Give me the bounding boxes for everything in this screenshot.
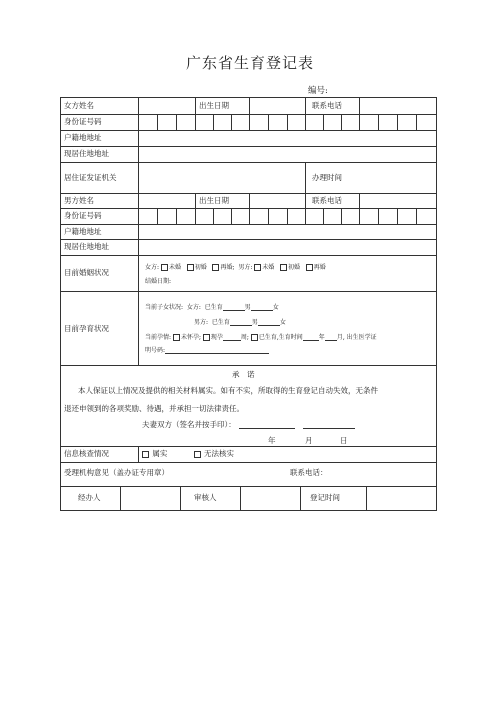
hline — [60, 365, 437, 366]
girl-label: 女 — [279, 319, 286, 326]
vline — [195, 193, 196, 208]
weeks-label: 周; — [240, 334, 249, 341]
vline — [213, 208, 214, 224]
male-residence-label: 现居住地地址 — [64, 242, 109, 251]
marital-female-label: 女方: — [145, 264, 160, 271]
birth-month-field[interactable] — [325, 340, 337, 341]
marriage-date-label: 结婚日期: — [145, 278, 172, 285]
date-year-label: 年 — [268, 436, 276, 445]
registration-time-label: 登记时间 — [310, 493, 340, 502]
office-opinion-label: 受理机构意见（盖办证专用章） — [64, 468, 169, 477]
vline — [176, 114, 177, 130]
vline — [305, 208, 306, 224]
office-phone-label: 联系电话： — [290, 468, 328, 477]
vline — [323, 208, 324, 224]
female-label: 女方: — [186, 304, 201, 311]
vline — [378, 114, 379, 130]
had-children-label: 已生育 — [204, 304, 223, 311]
children-status-label: 当前子女状况: — [145, 304, 184, 311]
vline — [249, 114, 250, 130]
vline — [195, 97, 196, 114]
not-pregnant-label: 未怀孕 — [180, 334, 199, 341]
had-children-label: 已生育 — [211, 319, 230, 326]
hline — [60, 510, 437, 511]
serial-number-label: 编号: — [308, 86, 328, 96]
verify-label: 信息核查情况 — [64, 449, 109, 458]
verified-false-label: 无法核实 — [204, 449, 235, 458]
option-label: 再婚 — [220, 264, 233, 271]
table-border-left — [60, 97, 61, 511]
reviewer-label: 审核人 — [194, 493, 217, 502]
checkbox-not-pregnant[interactable] — [173, 334, 180, 341]
female-phone-label: 联系电话 — [312, 101, 342, 110]
girl-label: 女 — [272, 304, 279, 311]
vline — [268, 208, 269, 224]
date-day-label: 日 — [340, 436, 348, 445]
page-title: 广东省生育登记表 — [185, 54, 314, 72]
vline — [397, 208, 398, 224]
pledge-text-line1: 本人保证以上情况及提供的相关材料属实。如有不实，所取得的生育登记自动失效，无条件 — [78, 386, 378, 395]
vline — [341, 114, 342, 130]
vline — [359, 114, 360, 130]
weeks-field[interactable] — [223, 340, 241, 341]
cert-number-label: 明号码: — [145, 347, 166, 354]
checkbox-pregnant[interactable] — [203, 334, 210, 341]
vline — [213, 114, 214, 130]
birth-cert-label: 出生医学证 — [346, 334, 377, 341]
children-status-row-female — [145, 305, 279, 311]
cert-number-row — [145, 348, 269, 354]
birth-year-field[interactable] — [303, 340, 319, 341]
pregnant-label: 现孕 — [210, 334, 223, 341]
vline — [378, 208, 379, 224]
boy-count-field[interactable] — [230, 325, 252, 326]
vline — [157, 208, 158, 224]
date-month-label: 月 — [305, 436, 313, 445]
vline — [138, 446, 139, 462]
signature-line-2[interactable] — [303, 428, 355, 429]
vline — [249, 193, 250, 208]
female-id-label: 身份证号码 — [64, 117, 102, 126]
hline — [60, 486, 437, 487]
checkbox-unmarried-female[interactable] — [161, 264, 168, 271]
vline — [359, 208, 360, 224]
option-label: 未婚 — [262, 264, 275, 271]
vline — [249, 208, 250, 224]
vline — [157, 114, 158, 130]
vline — [138, 97, 139, 365]
children-status-row-male — [194, 320, 286, 326]
process-time-label: 办理时间 — [312, 173, 342, 182]
vline — [305, 114, 306, 130]
male-label: 男方: — [194, 319, 209, 326]
pledge-heading: 承 诺 — [232, 370, 255, 379]
marital-options-row: 女方: 未婚 初婚 再婚; 男方: 未婚 初婚 再婚 — [145, 264, 326, 271]
checkbox-remarried-male[interactable] — [306, 264, 313, 271]
vline — [305, 193, 306, 208]
vline — [359, 193, 360, 208]
vline — [305, 97, 306, 114]
vline — [268, 114, 269, 130]
vline — [341, 208, 342, 224]
hline — [60, 462, 437, 463]
checkbox-first-marriage-female[interactable] — [187, 264, 194, 271]
boy-label: 男 — [251, 319, 258, 326]
male-phone-label: 联系电话 — [312, 196, 342, 205]
hline — [60, 130, 437, 131]
vline — [359, 97, 360, 114]
vline — [416, 114, 417, 130]
hline — [60, 291, 437, 292]
pregnancy-row: 当前孕情: 未怀孕; 现孕 周; 已生育,生育时间 年 月, 出生医学证 — [145, 334, 377, 341]
female-dob-label: 出生日期 — [199, 101, 229, 110]
verified-true-label: 属实 — [152, 449, 168, 458]
hline — [60, 255, 437, 256]
hline — [60, 162, 437, 163]
vline — [120, 486, 121, 510]
option-label: 再婚 — [313, 264, 326, 271]
option-label: 初婚 — [288, 264, 301, 271]
vline — [231, 114, 232, 130]
female-name-label: 女方姓名 — [64, 101, 94, 110]
vline — [305, 162, 306, 193]
vline — [300, 486, 301, 510]
male-name-label: 男方姓名 — [64, 196, 94, 205]
vline — [180, 486, 181, 510]
vline — [176, 208, 177, 224]
marital-male-label: 男方: — [238, 264, 253, 271]
vline — [416, 208, 417, 224]
vline — [323, 114, 324, 130]
marital-label: 目前婚姻状况 — [64, 268, 109, 277]
vline — [287, 208, 288, 224]
handler-label: 经办人 — [78, 493, 101, 502]
checkbox-remarried-female[interactable] — [212, 264, 219, 271]
male-hukou-label: 户籍地地址 — [64, 227, 102, 236]
month-label: 月, — [336, 334, 345, 341]
female-residence-label: 现居住地地址 — [64, 149, 109, 158]
pregnancy-label: 当前孕情: — [145, 334, 172, 341]
table-border-right — [436, 97, 437, 511]
vline — [287, 114, 288, 130]
boy-label: 男 — [244, 304, 251, 311]
hline — [60, 146, 437, 147]
female-hukou-label: 户籍地地址 — [64, 133, 102, 142]
girl-count-field[interactable] — [251, 310, 273, 311]
checkbox-verified-false[interactable] — [194, 451, 201, 458]
girl-count-field[interactable] — [258, 325, 280, 326]
checkbox-unmarried-male[interactable] — [254, 264, 261, 271]
vline — [231, 208, 232, 224]
hline — [60, 239, 437, 240]
option-label: 未婚 — [168, 264, 181, 271]
hline — [60, 446, 437, 447]
vline — [397, 114, 398, 130]
checkbox-first-marriage-male[interactable] — [280, 264, 287, 271]
vline — [195, 114, 196, 130]
boy-count-field[interactable] — [223, 310, 245, 311]
hline — [60, 224, 437, 225]
signature-line-1[interactable] — [239, 428, 295, 429]
fertility-label: 目前孕育状况 — [64, 324, 109, 333]
vline — [366, 486, 367, 510]
vline — [249, 97, 250, 114]
checkbox-verified-true[interactable] — [142, 451, 149, 458]
checkbox-gave-birth[interactable] — [251, 334, 258, 341]
vline — [195, 208, 196, 224]
male-id-label: 身份证号码 — [64, 211, 102, 220]
vline — [240, 486, 241, 510]
option-label: 初婚 — [194, 264, 207, 271]
cert-number-field[interactable] — [165, 353, 269, 354]
permit-org-label: 居住证发证机关 — [64, 173, 117, 182]
year-label: 年 — [318, 334, 325, 341]
male-dob-label: 出生日期 — [199, 196, 229, 205]
verify-options-row — [142, 450, 234, 458]
signature-label: 夫妻双方（签名并按手印）： — [142, 420, 236, 429]
pledge-text-line2: 退还申领到的各项奖励、待遇，并承担一切法律责任。 — [64, 404, 244, 413]
gave-birth-label: 已生育,生育时间 — [258, 334, 303, 341]
